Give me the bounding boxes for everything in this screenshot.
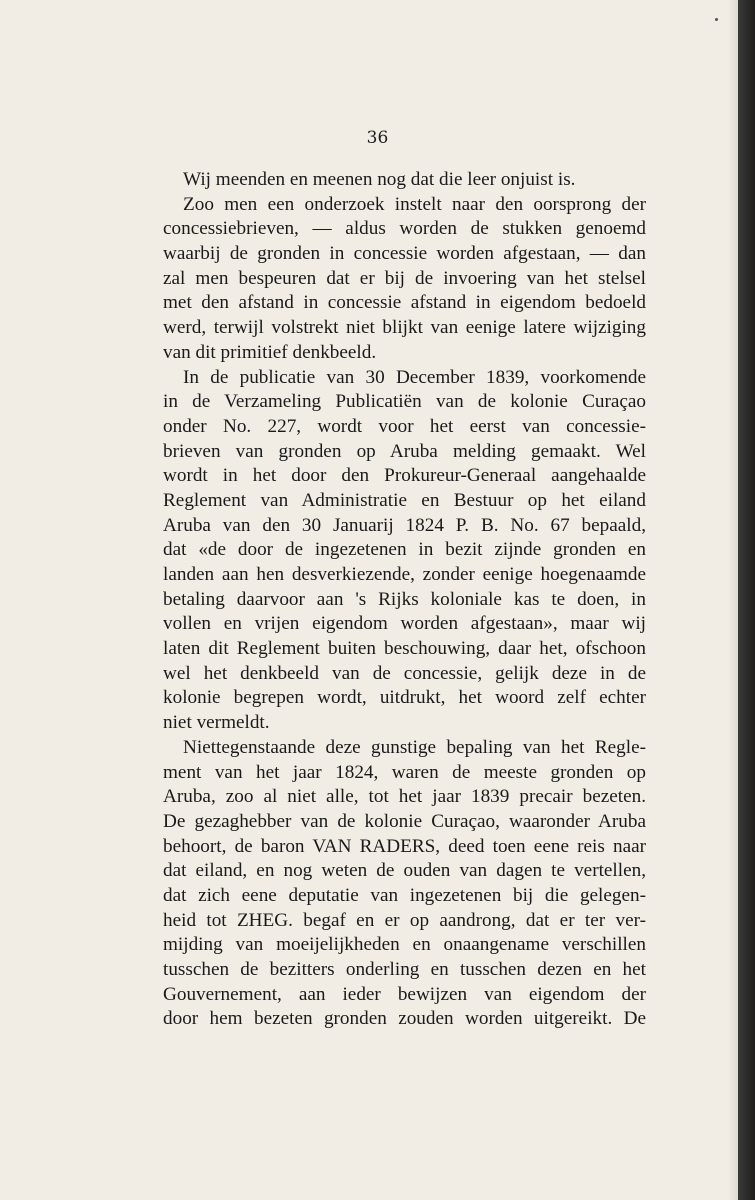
text-line: vollen en vrijen eigendom worden afgestaan», maar wij <box>163 613 646 635</box>
page-edge <box>738 0 755 1200</box>
text-line: Niettegenstaande deze gunstige bepaling van het Regle- <box>183 736 646 758</box>
text-line: wel het denkbeeld van de concessie, gelijk deze in de <box>163 662 646 684</box>
text-line: brieven van gronden op Aruba melding gemaakt. Wel <box>163 440 646 462</box>
text-line: tusschen de bezitters onderling en tusschen dezen en het <box>163 959 646 980</box>
text-line: ment van het jaar 1824, waren de meeste gronden op <box>163 761 646 783</box>
page-gutter-shadow <box>728 0 738 1200</box>
text-line: De gezaghebber van de kolonie Curaçao, waaronder Aruba <box>163 810 646 832</box>
text-line: wordt in het door den Prokureur-Generaal aangehaalde <box>163 465 646 487</box>
text-line: niet vermeldt. <box>163 712 270 734</box>
text-line: onder No. 227, wordt voor het eerst van concessie- <box>163 415 646 437</box>
text-line: waarbij de gronden in concessie worden afgestaan, — dan <box>163 243 646 265</box>
text-line: mijding van moeijelijkheden en onaangename verschillen <box>163 934 646 956</box>
page-speck <box>715 18 718 21</box>
text-line: heid tot ZHEG. begaf en er op aandrong, dat er ter ver- <box>163 909 646 931</box>
page-number: 36 <box>366 128 389 148</box>
text-line: behoort, de baron VAN RADERS, deed toen eene reis naar <box>163 835 646 857</box>
body-text <box>163 168 646 1032</box>
text-line: landen aan hen desverkiezende, zonder eenige hoegenaamde <box>163 564 646 585</box>
text-line: Aruba van den 30 Januarij 1824 P. B. No. 67 bepaald, <box>163 514 646 536</box>
text-line: In de publicatie van 30 December 1839, voorkomende <box>183 366 646 388</box>
text-line: betaling daarvoor aan 's Rijks koloniale kas te doen, in <box>163 588 646 610</box>
text-line: Gouvernement, aan ieder bewijzen van eigendom der <box>163 983 646 1005</box>
text-line: laten dit Reglement buiten beschouwing, daar het, ofschoon <box>163 638 646 660</box>
text-line: kolonie begrepen wordt, uitdrukt, het woord zelf echter <box>163 687 646 709</box>
text-line: concessiebrieven, — aldus worden de stukken genoemd <box>163 218 646 240</box>
text-line: met den afstand in concessie afstand in eigendom bedoeld <box>163 292 646 314</box>
text-line: dat «de door de ingezetenen in bezit zijnde gronden en <box>163 539 646 561</box>
text-line: dat eiland, en nog weten de ouden van dagen te vertellen, <box>163 860 646 882</box>
text-line: van dit primitief denkbeeld. <box>163 341 377 363</box>
text-line: door hem bezeten gronden zouden worden uitgereikt. De <box>163 1008 646 1030</box>
text-line: zal men bespeuren dat er bij de invoering van het stelsel <box>163 267 646 289</box>
text-line: werd, terwijl volstrekt niet blijkt van eenige latere wijziging <box>163 317 646 339</box>
text-line: Wij meenden en meenen nog dat die leer onjuist is. <box>183 169 576 190</box>
text-line: Reglement van Administratie en Bestuur op het eiland <box>163 489 646 511</box>
text-line: dat zich eene deputatie van ingezetenen bij die gelegen- <box>163 884 646 906</box>
text-line: in de Verzameling Publicatiën van de kolonie Curaçao <box>163 391 646 413</box>
text-line: Aruba, zoo al niet alle, tot het jaar 1839 precair bezeten. <box>163 786 646 808</box>
text-line: Zoo men een onderzoek instelt naar den oorsprong der <box>183 193 646 215</box>
